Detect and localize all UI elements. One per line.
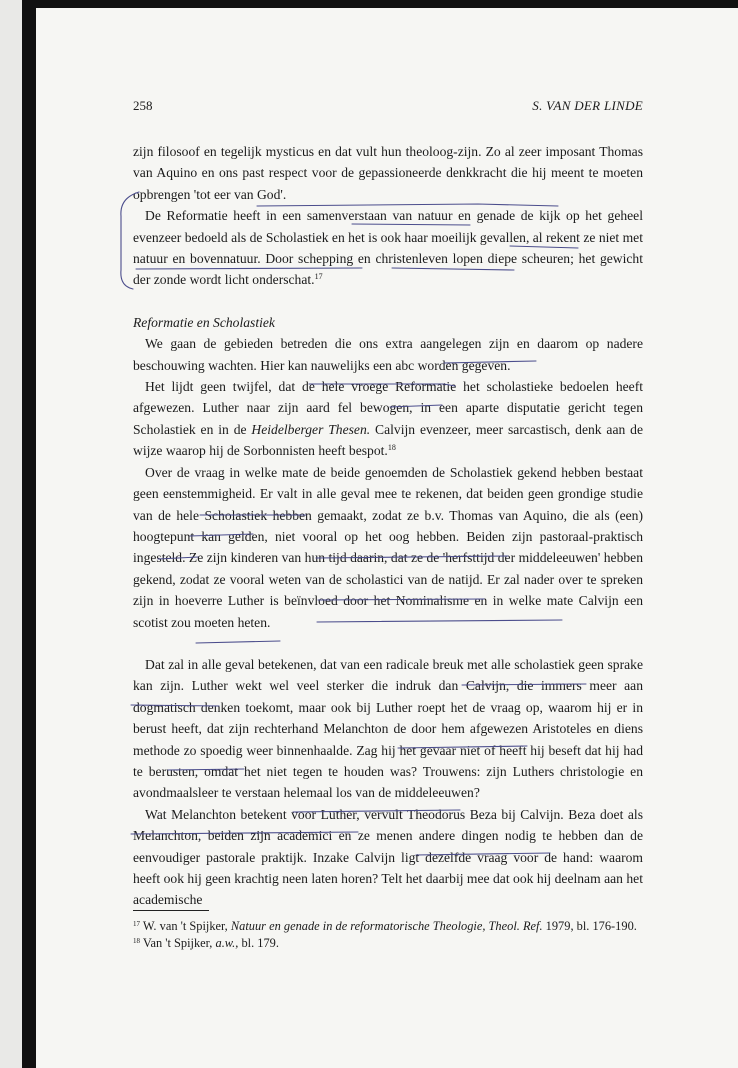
paragraph-reformatie: De Reformatie heeft in een samenverstaan van natuur en genade de kijk op het geheel evenzeer bedoeld als de Scholastiek en het is ook haar moeilijk gevallen, al rekent ze niet met natuur en bovennatuur. Door schepping en christenleven lopen diepe scheuren; het gewicht der zonde wordt licht onderschat.$^{17}$ [133,208,643,288]
scan-top-edge [22,0,738,8]
footnote-rule [133,910,209,911]
body-text [133,141,643,911]
paragraph-melanchton: Wat Melanchton betekent voor Luther, vervult Theodorus Beza bij Calvijn. Beza doet als Melanchton, beiden zijn academici en ze menen andere dingen nodig te hebben dan de eenvoudiger pastorale praktijk. Inzake Calvijn ligt dezelfde vraag voor de hand: waarom heeft ook hij geen krachtig neen laten horen? Telt het daarbij mee dat ook hij deelnam aan het academische [133,806,643,908]
footnotes [133,918,643,952]
paragraph-twijfel: Het lijdt geen twijfel, dat de hele vroege Reformatie het scholastieke bedoelen heeft afgewezen. Luther naar zijn aard fel bewogen, in een aparte disputatie gericht tegen Scholastiek en in de Heidelberger Thesen. Calvijn evenzeer, meer sarcastisch, denk aan de wijze waarop hij de Sorbonnisten heeft bespot.$^{18}$ [133,379,644,459]
paragraph-breuk: Dat zal in alle geval betekenen, dat van een radicale breuk met alle scholastiek geen sprake kan zijn. Luther wekt wel veel sterker die indruk dan Calvijn, die immers meer aan dogmatisch denken toekomt, maar ook bij Luther roept het de vraag op, waarom hij er in berust heeft, dat zijn rechterhand Melanchton de door hem afgewezen Aristoteles en diens methode zo spoedig weer binnenhaalde. Zag hij het gevaar niet of heeft hij beseft dat hij had te berusten, omdat het niet tegen te houden was? Trouwens: zijn Luthers christologie en avondmaalsleer te verstaan helemaal los van de middeleeuwen? [133,656,643,801]
footnote-ref-18: 18 [387,443,396,453]
footnote-18: $^{18}$ Van 't Spijker, a.w., bl. 179. [133,936,279,950]
running-header [133,98,643,114]
footnote-ref-17: 17 [314,272,323,282]
running-author: S. VAN DER LINDE [532,98,643,113]
footnote-17: $^{17}$ W. van 't Spijker, Natuur en genade in de reformatorische Theologie, Theol. Ref. 1979, bl. 176-190. [133,919,637,933]
paragraph-continuation: zijn filosoof en tegelijk mysticus en dat vult hun theoloog-zijn. Zo al zeer imposant Thomas van Aquino en ons past respect voor de gepassioneerde denkkracht die hij meent te moeten opbrengen 'tot eer van God'. [133,144,643,202]
section-heading: Reformatie en Scholastiek [133,314,275,330]
paragraph-vraag: Over de vraag in welke mate de beide genoemden de Scholastiek gekend hebben bestaat geen eenstemmigheid. Er valt in alle geval mee te rekenen, dat beiden geen grondige studie van de hele Scholastiek hebben gemaakt, zodat ze b.v. Thomas van Aquino, die als (een) hoogtepunt kan gelden, niet vooral op het oog hebben. Beiden zijn pastoraal-praktisch ingesteld. Ze zijn kinderen van hun tijd daarin, dat ze de 'herfsttijd der middeleeuwen' hebben gekend, zodat ze vooral weten van de scholastici van de natijd. Er zal nader over te spreken zijn in hoeverre Luther is beïnvloed door het Nominalisme en in welke mate Calvijn een scotist zou moeten heten. [133,464,643,630]
paragraph-gebieden: We gaan de gebieden betreden die ons extra aangelegen zijn en daarom op nadere beschouwing wachten. Hier kan nauwelijks een abc worden gegeven. [133,336,643,373]
page-number: 258 [133,98,153,113]
scan-left-edge [22,0,36,1068]
